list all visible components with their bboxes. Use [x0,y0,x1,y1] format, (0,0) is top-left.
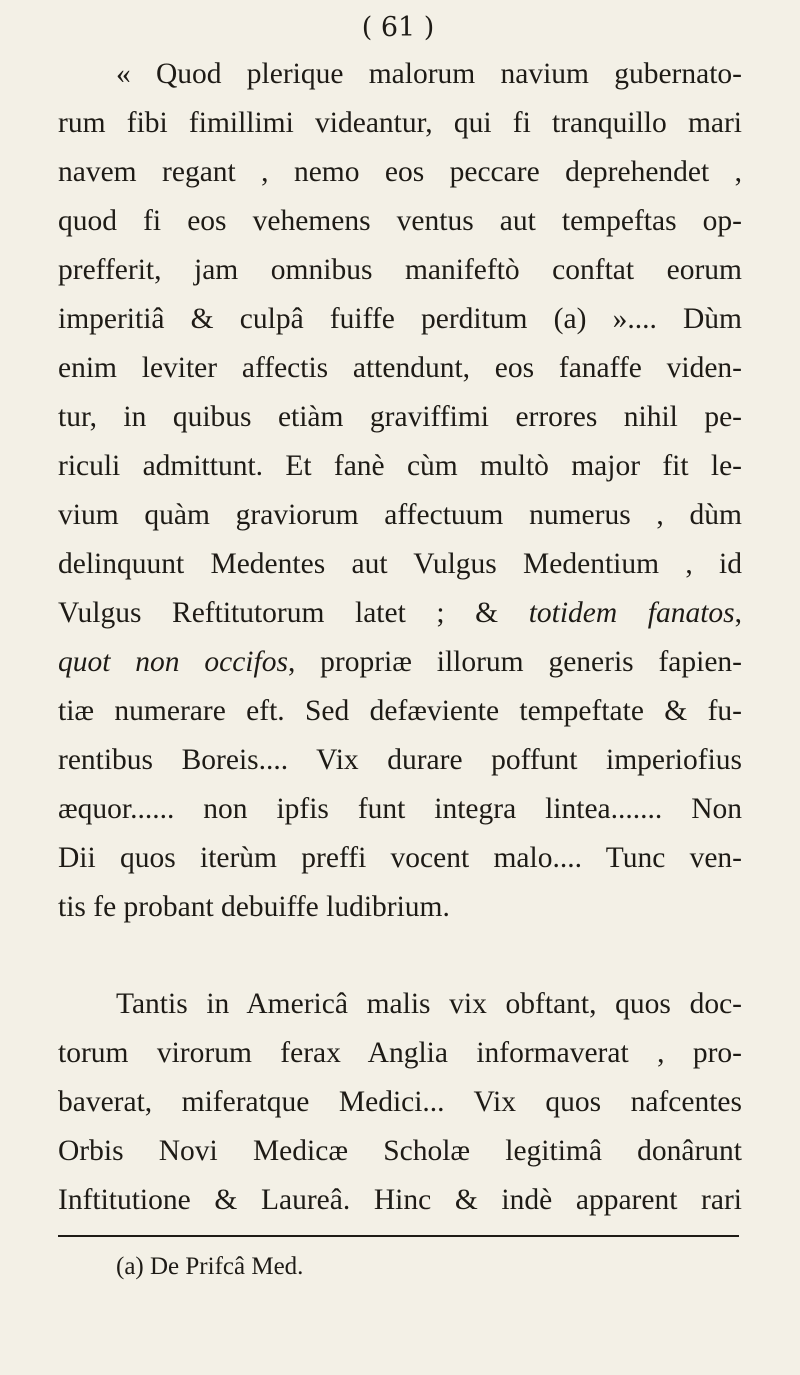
text-line: quod fi eos vehemens ventus aut tempeftas op- [58,205,742,237]
paragraph-2 [58,980,742,1225]
text-line: tur, in quibus etiàm graviffimi errores nihil pe- [58,401,742,433]
text-segment: , propriæ illorum generis fapien- [287,646,742,678]
text-line: imperitiâ & culpâ fuiffe perditum (a) ».... Dùm [58,303,742,335]
text-line: Dii quos iterùm preffi vocent malo.... Tunc ven- [58,842,742,874]
text-line: baverat, miferatque Medici... Vix quos nafcentes [58,1086,742,1118]
italic-phrase: totidem fanatos [528,597,735,629]
text-segment: , [734,597,743,629]
text-line: torum virorum ferax Anglia informaverat , pro- [58,1037,742,1069]
text-line: prefferit, jam omnibus manifeftò conftat eorum [58,254,742,286]
paragraph-1 [58,50,742,932]
page-number: ( 61 ) [361,12,435,43]
footnote-divider [58,1235,739,1237]
text-line: « Quod plerique malorum navium gubernato- [116,58,742,90]
text-line: riculi admittunt. Et fanè cùm multò major fit le- [58,450,742,482]
text-line: enim leviter affectis attendunt, eos fanaffe viden- [58,352,742,384]
text-line [58,589,742,638]
text-line [58,638,742,687]
text-line: Inftitutione & Laureâ. Hinc & indè apparent rari [58,1184,742,1216]
text-line: rum fibi fimillimi videantur, qui fi tranquillo mari [58,107,742,139]
footnote: (a) De Prifcâ Med. [116,1253,304,1280]
text-line: Orbis Novi Medicæ Scholæ legitimâ donârunt [58,1135,742,1167]
text-line: vium quàm graviorum affectuum numerus , dùm [58,499,742,531]
text-line: delinquunt Medentes aut Vulgus Medentium , id [58,548,742,580]
text-line: æquor...... non ipfis funt integra lintea....... Non [58,793,742,825]
text-line: Tantis in Americâ malis vix obftant, quos doc- [116,988,742,1020]
text-line: tiæ numerare eft. Sed defæviente tempeftate & fu- [58,695,742,727]
text-line: navem regant , nemo eos peccare deprehendet , [58,156,742,188]
text-line: rentibus Boreis.... Vix durare poffunt imperiofius [58,744,742,776]
text-line: tis fe probant debuiffe ludibrium. [58,891,450,923]
text-segment: Vulgus Reftitutorum latet ; & [58,597,529,629]
italic-phrase: quot non occifos [58,646,288,678]
